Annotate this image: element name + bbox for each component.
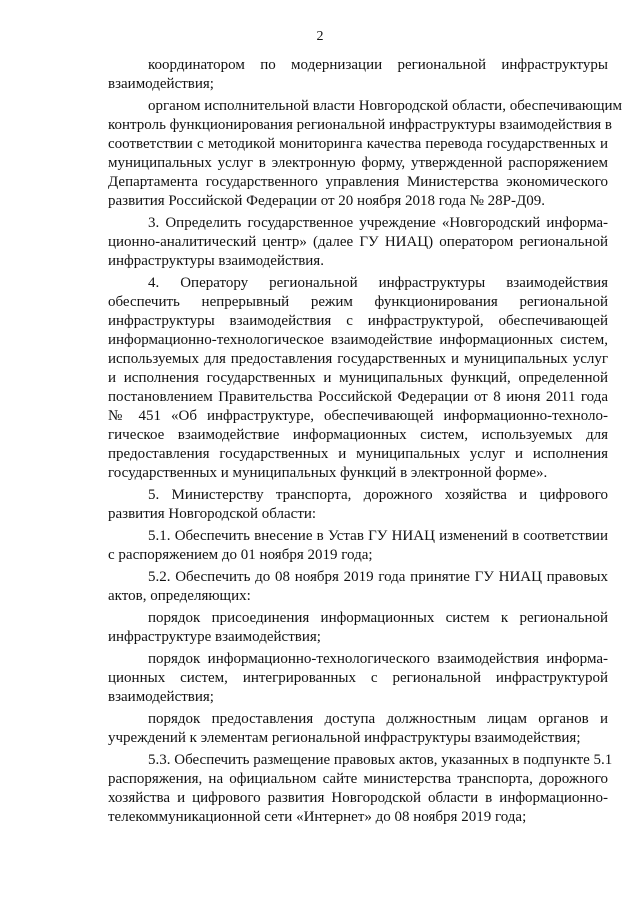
- text-line: инфраструктуре взаимодействия;: [108, 629, 321, 645]
- text-line: с распоряжением до 01 ноября 2019 года;: [108, 547, 373, 563]
- text-line: инфраструктуры взаимодействия.: [108, 253, 324, 269]
- text-line: 5.3. Обеспечить размещение правовых актов, указанных в подпункте 5.1: [148, 752, 613, 768]
- text-line: 5.2. Обеспечить до 08 ноября 2019 года принятие ГУ НИАЦ правовых: [148, 569, 608, 585]
- text-line: взаимодействия;: [108, 689, 214, 705]
- text-line: развития Российской Федерации от 20 ноября 2018 года № 28Р-Д09.: [108, 193, 545, 209]
- text-line: хозяйства и цифрового развития Новгородской области в информационно-: [108, 790, 608, 806]
- text-line: контроль функционирования региональной инфраструктуры взаимодействия в: [108, 117, 613, 133]
- text-line: 4. Оператору региональной инфраструктуры взаимодействия: [148, 275, 608, 291]
- document-body: [108, 56, 623, 827]
- text-line: координатором по модернизации региональной инфраструктуры: [148, 57, 608, 73]
- text-line: гическое взаимодействие информационных систем, используемых для: [108, 427, 608, 443]
- text-line: 3. Определить государственное учреждение «Новгородский информа-: [148, 215, 608, 231]
- text-line: 5. Министерству транспорта, дорожного хозяйства и цифрового: [148, 487, 608, 503]
- text-line: инфраструктуры взаимодействия с инфраструктурой, обеспечивающей: [108, 313, 608, 329]
- text-line: № 451 «Об инфраструктуре, обеспечивающей информационно-техноло-: [108, 408, 608, 424]
- text-line: предоставления государственных и муниципальных услуг и исполнения: [108, 446, 608, 462]
- text-line: Департамента государственного управления Министерства экономического: [108, 174, 608, 190]
- text-line: постановлением Правительства Российской Федерации от 8 июня 2011 года: [108, 389, 608, 405]
- text-line: обеспечить непрерывный режим функционирования региональной: [108, 294, 608, 310]
- text-line: развития Новгородской области:: [108, 506, 317, 522]
- text-line: порядок информационно-технологического взаимодействия информа-: [148, 651, 608, 667]
- text-line: 5.1. Обеспечить внесение в Устав ГУ НИАЦ изменений в соответствии: [148, 528, 608, 544]
- text-line: информационно-технологическое взаимодействие информационных систем,: [108, 332, 608, 348]
- text-line: учреждений к элементам региональной инфраструктуры взаимодействия;: [108, 730, 581, 746]
- text-line: используемых для предоставления государственных и муниципальных услуг: [108, 351, 608, 367]
- text-line: взаимодействия;: [108, 76, 214, 92]
- page-number: 2: [316, 29, 324, 44]
- text-line: порядок предоставления доступа должностным лицам органов и: [148, 711, 608, 727]
- text-line: распоряжения, на официальном сайте министерства транспорта, дорожного: [108, 771, 608, 787]
- text-line: телекоммуникационной сети «Интернет» до 08 ноября 2019 года;: [108, 809, 527, 825]
- text-line: порядок присоединения информационных систем к региональной: [148, 610, 608, 626]
- text-line: и исполнения государственных и муниципальных функций, определенной: [108, 370, 608, 386]
- text-line: ционно-аналитический центр» (далее ГУ НИАЦ) оператором региональной: [108, 234, 608, 250]
- text-line: государственных и муниципальных функций в электронной форме».: [108, 465, 548, 481]
- text-line: соответствии с методикой мониторинга качества перевода государственных и: [108, 136, 608, 152]
- text-line: ционных систем, интегрированных с региональной инфраструктурой: [108, 670, 608, 686]
- text-line: муниципальных услуг в электронную форму, утвержденной распоряжением: [108, 155, 608, 171]
- text-line: актов, определяющих:: [108, 588, 251, 604]
- text-line: органом исполнительной власти Новгородской области, обеспечивающим: [148, 98, 623, 114]
